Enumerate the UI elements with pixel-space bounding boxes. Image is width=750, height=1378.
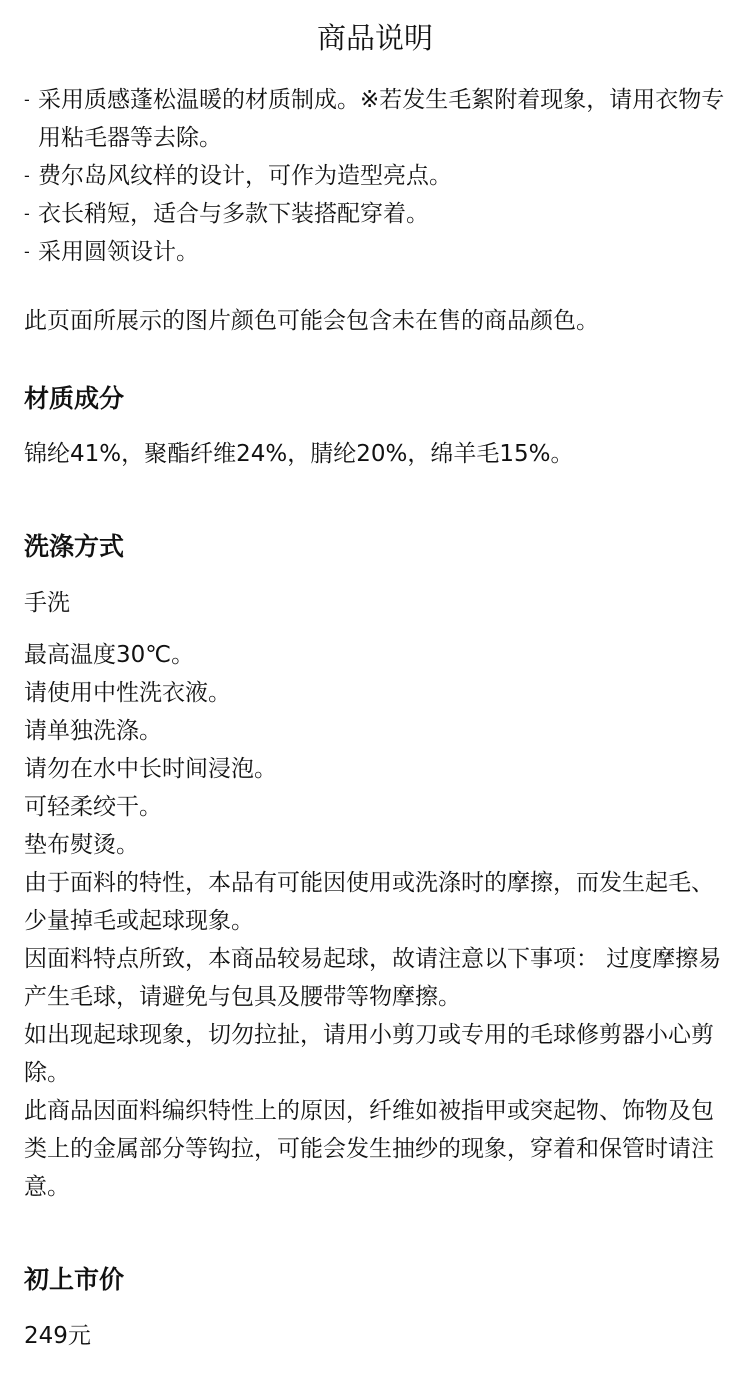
care-line: 如出现起球现象，切勿拉扯，请用小剪刀或专用的毛球修剪器小心剪除。 <box>24 1022 714 1086</box>
color-note: 此页面所展示的图片颜色可能会包含未在售的商品颜色。 <box>24 308 599 334</box>
care-line: 请使用中性洗衣液。 <box>24 680 231 706</box>
care-line: 最高温度30℃。 <box>24 642 195 668</box>
care-line: 请单独洗涤。 <box>24 718 162 744</box>
bullet-marker: - <box>24 90 30 109</box>
bullet-marker: - <box>24 204 30 223</box>
price-heading: 初上市价 <box>24 1265 125 1294</box>
feature-text: 费尔岛风纹样的设计，可作为造型亮点。 <box>38 163 452 189</box>
washing-method: 手洗 <box>24 590 70 616</box>
bullet-marker: - <box>24 242 30 261</box>
feature-text: 采用圆领设计。 <box>38 239 199 265</box>
feature-text: 采用质感蓬松温暖的材质制成。※若发生毛絮附着现象，请用衣物专用粘毛器等去除。 <box>38 87 725 151</box>
feature-item <box>24 81 730 157</box>
price-value: 249元 <box>24 1323 91 1349</box>
care-line: 由于面料的特性，本品有可能因使用或洗涤时的摩擦，而发生起毛、少量掉毛或起球现象。 <box>24 870 714 934</box>
care-line: 可轻柔绞干。 <box>24 794 162 820</box>
care-line: 请勿在水中长时间浸泡。 <box>24 756 277 782</box>
care-line: 垫布熨烫。 <box>24 832 139 858</box>
feature-item <box>24 233 730 271</box>
page-title: 商品说明 <box>316 21 433 55</box>
washing-heading: 洗涤方式 <box>24 532 125 561</box>
care-line: 此商品因面料编织特性上的原因，纤维如被指甲或突起物、饰物及包类上的金属部分等钩拉，可能会发生抽纱的现象，穿着和保管时请注意。 <box>24 1098 714 1200</box>
feature-list <box>24 81 730 271</box>
material-text: 锦纶41%，聚酯纤维24%，腈纶20%，绵羊毛15%。 <box>24 441 574 467</box>
feature-item <box>24 195 730 233</box>
care-instructions <box>24 636 730 1206</box>
feature-item <box>24 157 730 195</box>
bullet-marker: - <box>24 166 30 185</box>
care-line: 因面料特点所致，本商品较易起球，故请注意以下事项： 过度摩擦易产生毛球，请避免与包具及腰带等物摩擦。 <box>24 946 722 1010</box>
feature-text: 衣长稍短，适合与多款下装搭配穿着。 <box>38 201 429 227</box>
material-heading: 材质成分 <box>24 384 125 413</box>
